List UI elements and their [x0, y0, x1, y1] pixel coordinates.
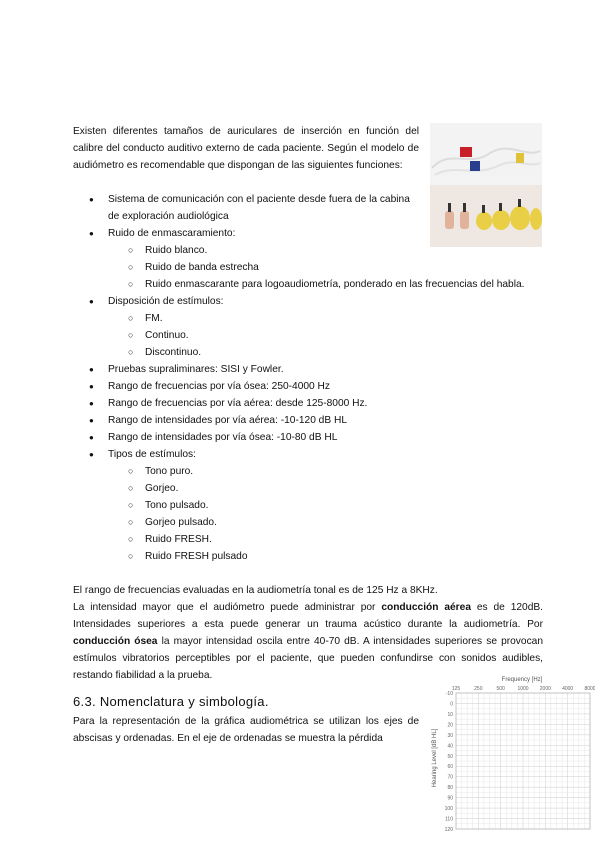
list-item: [73, 446, 543, 463]
x-tick-label: 4000: [562, 686, 574, 692]
intro-paragraph: Existen diferentes tamaños de auriculares de inserción en función del calibre del conducto auditivo externo de cada paciente. Según el modelo de audiómetro es recomendable que dispongan de las siguientes funciones:: [73, 126, 419, 171]
section-title: Nomenclatura y simbología.: [99, 694, 269, 709]
list-item: [73, 429, 543, 446]
y-tick-label: 10: [447, 711, 453, 718]
earphones-illustration: [430, 123, 542, 247]
list-item: [73, 191, 419, 225]
y-tick-label: 0: [450, 701, 453, 708]
list-item: [73, 225, 419, 242]
ruido-logoaudiometria: Ruido enmascarante para logoaudiometría, ponderado en las frecuencias del habla.: [145, 279, 525, 290]
x-tick-label: 1000: [517, 686, 529, 692]
ruido-fresh-pulsado: Ruido FRESH pulsado: [145, 551, 248, 562]
y-tick-label: -10: [445, 691, 453, 697]
ruido-banda-estrecha: Ruido de banda estrecha: [145, 262, 259, 273]
y-tick-label: 70: [447, 774, 453, 781]
y-tick-label: 110: [445, 816, 453, 823]
list-item: [73, 378, 543, 395]
sub-list-item: [73, 480, 543, 497]
sub-list-item: [73, 548, 543, 565]
y-tick-label: 30: [447, 732, 453, 739]
gorjeo: Gorjeo.: [145, 483, 179, 494]
y-tick-label: 100: [444, 806, 453, 813]
frequency-paragraph: El rango de frecuencias evaluadas en la audiometría tonal es de 125 Hz a 8KHz.: [73, 585, 438, 596]
y-tick-label: 40: [447, 743, 453, 750]
gorjeo-pulsado: Gorjeo pulsado.: [145, 517, 217, 528]
rango-aerea-item: Rango de frecuencias por vía aérea: desde 125-8000 Hz.: [108, 398, 368, 409]
enmascaramiento-item: Ruido de enmascaramiento:: [108, 228, 236, 239]
intensity-text-1: La intensidad mayor que el audiómetro puede administrar por: [73, 602, 382, 613]
y-tick-label: 90: [447, 795, 453, 802]
list-item: [73, 412, 543, 429]
x-tick-label: 8000: [584, 686, 595, 692]
sub-list-item: [73, 276, 543, 293]
tono-pulsado: Tono pulsado.: [145, 500, 209, 511]
sub-list-item: [73, 344, 543, 361]
list-item: [73, 361, 543, 378]
discontinuo-item: Discontinuo.: [145, 347, 202, 358]
tono-puro: Tono puro.: [145, 466, 194, 477]
x-tick-labels: [452, 686, 595, 692]
ruido-fresh: Ruido FRESH.: [145, 534, 212, 545]
intens-osea-item: Rango de intensidades por vía ósea: -10-80 dB HL: [108, 432, 338, 443]
insert-earphones-photo: [430, 123, 542, 247]
x-tick-label: 500: [496, 686, 505, 692]
closing-paragraph: Para la representación de la gráfica audiométrica se utilizan los ejes de abscisas y ordenadas. En el eje de ordenadas se muestra la pérdida: [73, 716, 419, 744]
intensity-text-2: es de 120dB. Intensidades superiores a esta puede generar un trauma acústico durante la audiometría. Por: [73, 602, 543, 630]
intensity-text-3: la mayor intensidad oscila entre 40-70 dB. A intensidades superiores se provocan estímulos vibratorios perceptibles por el paciente, que pueden confundirse con sonidos audibles, restando fiabilidad a la prueba.: [73, 636, 543, 681]
fm-item: FM.: [145, 313, 163, 324]
sub-list-item: [73, 531, 543, 548]
chart-ylabel: Hearing Level [dB HL]: [432, 728, 438, 788]
audiogram-svg: [430, 672, 595, 832]
sub-list-item: [73, 463, 543, 480]
list-item: [73, 395, 543, 412]
rango-osea-item: Rango de frecuencias por vía ósea: 250-4000 Hz: [108, 381, 331, 392]
sub-list-item: [73, 327, 543, 344]
chart-title: Frequency [Hz]: [501, 677, 543, 683]
sub-list-item: [73, 497, 543, 514]
conduccion-osea-bold: conducción ósea: [73, 636, 158, 647]
comunicacion-item: Sistema de comunicación con el paciente desde fuera de la cabina de exploración audiológica: [108, 194, 410, 222]
tipos-item: Tipos de estímulos:: [108, 449, 196, 460]
list-item: [73, 293, 543, 310]
pruebas-item: Pruebas supraliminares: SISI y Fowler.: [108, 364, 284, 375]
y-tick-label: 60: [447, 764, 453, 771]
x-tick-label: 125: [451, 686, 461, 692]
y-tick-label: 20: [447, 722, 453, 729]
ruido-blanco: Ruido blanco.: [145, 245, 208, 256]
sub-list-item: [73, 514, 543, 531]
section-heading: [73, 694, 269, 709]
y-tick-label: 50: [447, 753, 453, 760]
functions-list-main: [73, 276, 543, 565]
y-tick-label: 80: [447, 785, 453, 792]
y-tick-label: 120: [444, 827, 453, 832]
y-tick-labels: [445, 691, 454, 832]
sub-list-item: [73, 242, 419, 259]
conduccion-aerea-bold: conducción aérea: [381, 602, 471, 613]
section-number: 6.3.: [73, 694, 96, 709]
sub-list-item: [73, 259, 419, 276]
x-tick-label: 250: [474, 686, 483, 692]
intens-aerea-item: Rango de intensidades por vía aérea: -10-120 dB HL: [108, 415, 347, 426]
sub-list-item: [73, 310, 543, 327]
disposicion-item: Disposición de estímulos:: [108, 296, 224, 307]
audiogram-chart: [430, 672, 595, 832]
continuo-item: Continuo.: [145, 330, 189, 341]
x-tick-label: 2000: [539, 686, 551, 692]
functions-list-top: [73, 191, 419, 276]
